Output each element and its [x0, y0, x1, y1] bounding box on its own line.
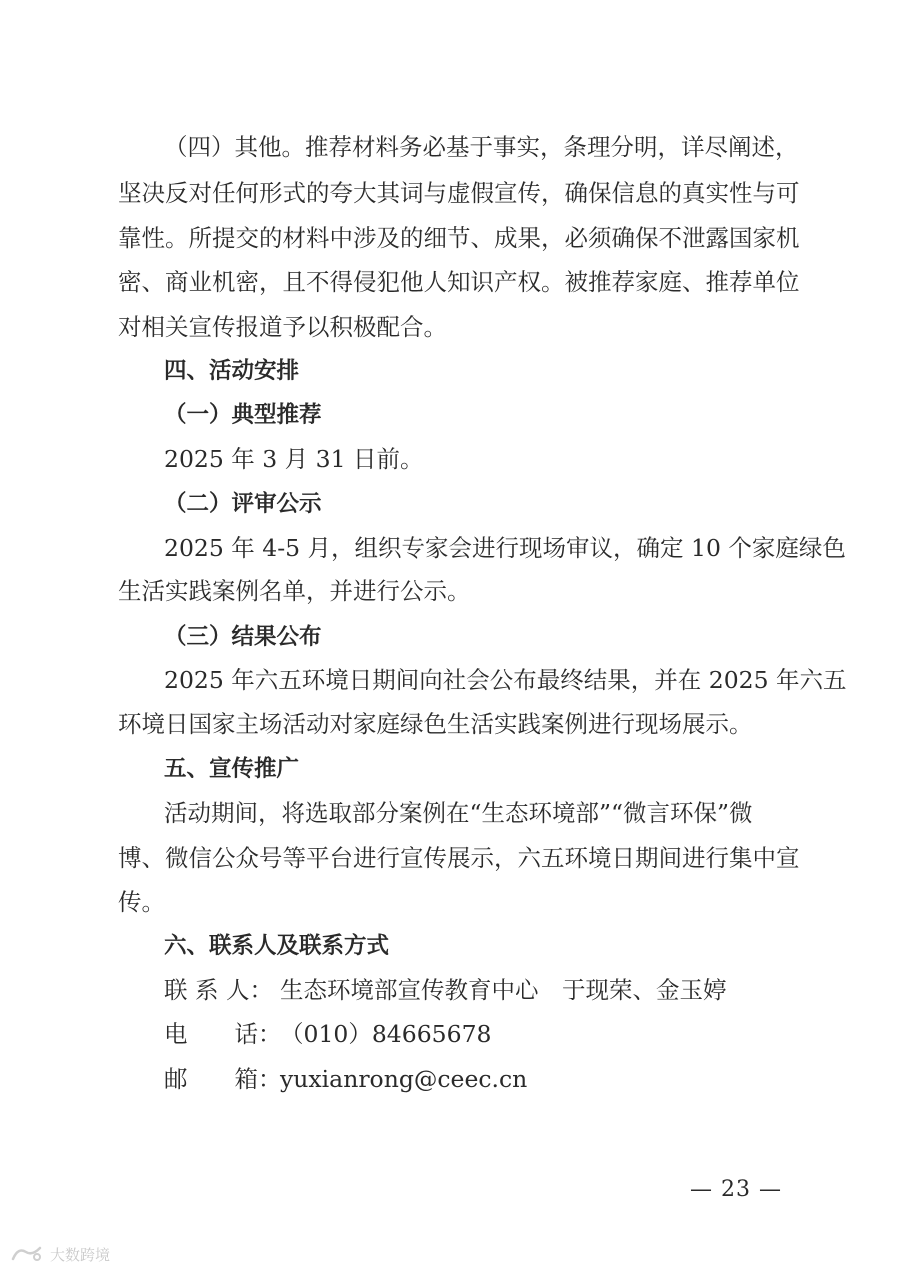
contact-label: 电 话：	[164, 1020, 282, 1048]
watermark-logo-icon	[10, 1244, 44, 1264]
paragraph-line: 2025 年 3 月 31 日前。	[164, 445, 424, 473]
paragraph-line: 环境日国家主场活动对家庭绿色生活实践案例进行现场展示。	[118, 710, 753, 738]
paragraph-line: 对相关宣传报道予以积极配合。	[118, 313, 447, 341]
paragraph-line: 密、商业机密，且不得侵犯他人知识产权。被推荐家庭、推荐单位	[118, 268, 800, 296]
subsection-heading: （一）典型推荐	[164, 402, 322, 428]
contact-label: 邮 箱：	[164, 1065, 282, 1093]
subsection-heading: （三）结果公布	[164, 624, 322, 650]
paragraph-line: （四）其他。推荐材料务必基于事实，条理分明，详尽阐述，	[164, 133, 799, 161]
contact-value: （010）84665678	[280, 1020, 492, 1048]
watermark-text: 大数跨境	[50, 1245, 111, 1264]
paragraph-line: 生活实践案例名单，并进行公示。	[118, 577, 471, 605]
subsection-heading: （二）评审公示	[164, 491, 322, 517]
paragraph-line: 2025 年 4-5 月，组织专家会进行现场审议，确定 10 个家庭绿色	[164, 534, 846, 562]
contact-value: yuxianrong@ceec.cn	[280, 1065, 528, 1093]
section-heading: 五、宣传推广	[164, 756, 300, 782]
contact-value: 生态环境部宣传教育中心 于现荣、金玉婷	[280, 976, 727, 1004]
paragraph-line: 靠性。所提交的材料中涉及的细节、成果，必须确保不泄露国家机	[118, 224, 800, 252]
section-heading: 四、活动安排	[164, 358, 300, 384]
contact-label: 联 系 人：	[164, 976, 273, 1004]
page-number: — 23 —	[690, 1177, 782, 1202]
paragraph-line: 活动期间，将选取部分案例在“生态环境部”“微言环保”微	[164, 799, 753, 827]
paragraph-line: 传。	[118, 888, 165, 916]
paragraph-line: 2025 年六五环境日期间向社会公布最终结果，并在 2025 年六五	[164, 666, 847, 694]
paragraph-line: 博、微信公众号等平台进行宣传展示，六五环境日期间进行集中宣	[118, 844, 800, 872]
watermark	[10, 1242, 110, 1266]
section-heading: 六、联系人及联系方式	[164, 933, 390, 959]
paragraph-line: 坚决反对任何形式的夸大其词与虚假宣传，确保信息的真实性与可	[118, 179, 800, 207]
